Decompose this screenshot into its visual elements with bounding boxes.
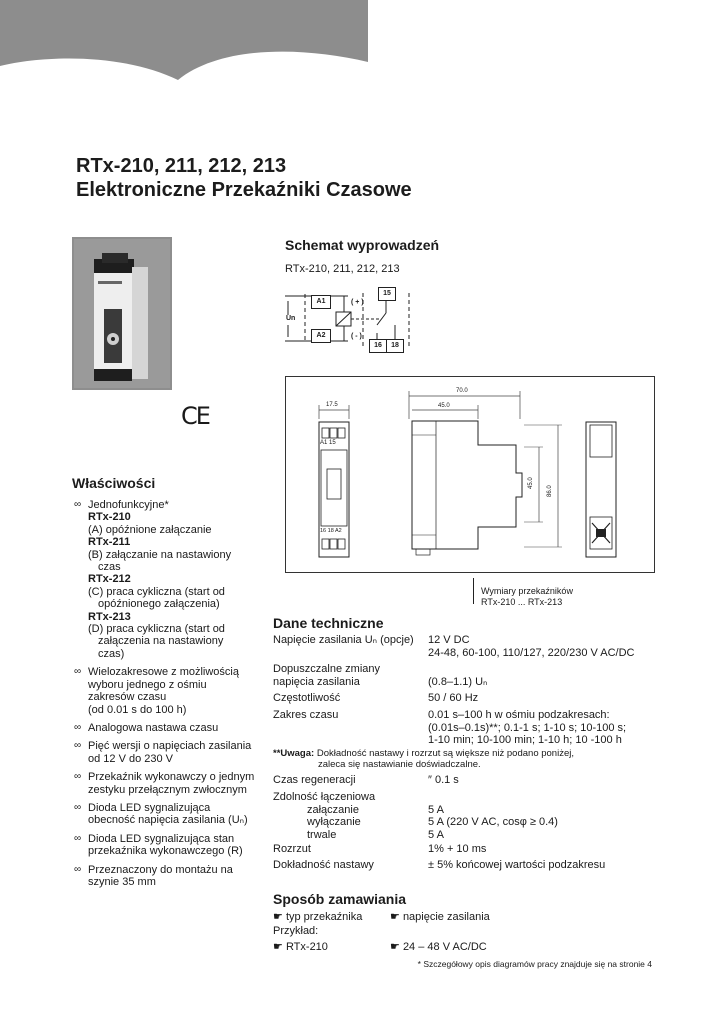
spec-label-line: napięcia zasilania xyxy=(273,675,360,688)
spec-value-line xyxy=(428,791,688,804)
spec-label xyxy=(273,634,423,647)
order-voltage-label: napięcie zasilania xyxy=(402,911,490,923)
label-plus: ( + ) xyxy=(351,299,364,306)
variant-description: załączenia na nastawiony xyxy=(98,635,224,648)
variant-description: (B) załączanie na nastawiony xyxy=(88,548,232,561)
variant-code: RTx-213 xyxy=(88,610,131,623)
spec-value-line xyxy=(428,663,688,676)
property-item xyxy=(74,833,274,858)
caption-line-2: RTx-210 ... RTx-213 xyxy=(481,597,563,607)
variant-description: opóźnionego załączenia) xyxy=(98,598,220,611)
dimensions-drawing xyxy=(285,376,655,573)
property-text: od 12 V do 230 V xyxy=(88,752,174,765)
spec-value-line: 50 / 60 Hz xyxy=(428,692,479,704)
bullet-icon: ∞ xyxy=(74,740,82,752)
spec-value-line: 1-10 min; 10-100 min; 1-10 h; 10 -100 h xyxy=(428,734,622,746)
spec-label-line: Rozrzut xyxy=(273,843,311,855)
tech-note xyxy=(273,748,673,770)
spec-label-line: Zakres czasu xyxy=(273,709,339,721)
note-label: **Uwaga: xyxy=(273,748,315,759)
variant-description: (A) opóźnione załączanie xyxy=(88,523,212,536)
page-subtitle: Elektroniczne Przekaźniki Czasowe xyxy=(76,179,412,201)
spec-label xyxy=(273,859,423,872)
spec-label xyxy=(273,774,423,787)
bullet-icon: ∞ xyxy=(74,801,82,813)
dim-17-5: 17.5 xyxy=(326,402,338,408)
hand-icon: ☛ xyxy=(273,941,283,953)
spec-value-line: 12 V DC xyxy=(428,634,470,646)
spec-label-line: załączanie xyxy=(307,803,359,816)
wiring-diagram xyxy=(285,283,415,355)
property-text: Dioda LED sygnalizująca stan xyxy=(88,832,235,845)
dimensions-caption xyxy=(481,586,573,608)
order-example-voltage xyxy=(390,940,487,953)
property-text: Jednofunkcyjne* xyxy=(88,499,169,511)
spec-value xyxy=(428,843,688,856)
spec-value xyxy=(428,709,688,747)
spec-value-line: 1% + 10 ms xyxy=(428,843,487,855)
property-item xyxy=(74,771,274,796)
variant-code: RTx-211 xyxy=(88,536,131,549)
spec-label xyxy=(273,843,423,856)
note-line-2: zaleca się nastawianie doświadczalne. xyxy=(318,759,481,770)
property-text: Pięć wersji o napięciach zasilania xyxy=(88,740,252,753)
hand-icon: ☛ xyxy=(273,911,283,923)
bullet-icon: ∞ xyxy=(74,721,82,733)
property-text: przekaźnika wykonawczego (R) xyxy=(88,845,243,858)
variant-description: czas) xyxy=(98,647,125,660)
terminal-16: 16 xyxy=(369,339,387,353)
property-text: wyboru jednego z ośmiu xyxy=(88,678,207,691)
spec-value-line: 24-48, 60-100, 110/127, 220/230 V AC/DC xyxy=(428,646,635,659)
label-minus: ( - ) xyxy=(351,333,362,340)
spec-value xyxy=(428,859,688,872)
variant-code: RTx-212 xyxy=(88,573,131,586)
variant-description: (C) praca cykliczna (start od xyxy=(88,585,225,598)
bullet-icon: ∞ xyxy=(74,666,82,678)
property-item xyxy=(74,740,274,765)
property-item xyxy=(74,666,274,716)
product-photo xyxy=(72,237,172,390)
property-text: zestyku przełącznym zwłocznym xyxy=(88,783,247,796)
dim-45: 45.0 xyxy=(438,403,450,409)
bullet-icon: ∞ xyxy=(74,863,82,875)
note-line-1: Dokładność nastawy i rozrzut są większe niż podano poniżej, xyxy=(316,748,574,759)
order-heading: Sposób zamawiania xyxy=(273,891,407,907)
order-voltage-line xyxy=(390,910,490,923)
example-type-value: RTx-210 xyxy=(285,941,328,953)
terminal-a1: A1 xyxy=(311,295,331,309)
dim-45-vertical: 45.0 xyxy=(528,477,534,489)
bullet-icon: ∞ xyxy=(74,832,82,844)
properties-list xyxy=(74,499,274,894)
spec-value xyxy=(428,774,688,787)
spec-label xyxy=(273,663,423,688)
variant-description: (D) praca cykliczna (start od xyxy=(88,623,225,636)
spec-value-line: (0.8–1.1) Uₙ xyxy=(428,675,488,688)
spec-label xyxy=(273,692,423,705)
spec-value xyxy=(428,791,688,841)
front-bottom-terminals: 16 18 A2 xyxy=(320,528,342,534)
header-decoration xyxy=(0,0,724,100)
spec-label-line: Dopuszczalne zmiany xyxy=(273,663,380,675)
property-text: (od 0.01 s do 100 h) xyxy=(88,703,187,716)
spec-value-line: ″ 0.1 s xyxy=(428,774,459,786)
terminal-18: 18 xyxy=(386,339,404,353)
spec-label-line: Napięcie zasilania Uₙ (opcje) xyxy=(273,634,414,646)
caption-line-1: Wymiary przekaźników xyxy=(481,586,573,596)
property-item xyxy=(74,802,274,827)
property-text: obecność napięcia zasilania (Uₙ) xyxy=(88,814,248,827)
property-item xyxy=(74,864,274,889)
property-item xyxy=(74,499,274,660)
ce-mark: CE xyxy=(181,402,209,430)
spec-value-line: 5 A (220 V AC, cosφ ≥ 0.4) xyxy=(428,816,558,828)
page-title: RTx-210, 211, 212, 213 xyxy=(76,155,287,177)
property-text: Przekaźnik wykonawczy o jednym xyxy=(88,771,255,784)
schemat-subtitle: RTx-210, 211, 212, 213 xyxy=(285,263,400,275)
spec-label-line: Czas regeneracji xyxy=(273,774,356,786)
label-un: Un xyxy=(286,315,296,322)
tech-heading: Dane techniczne xyxy=(273,615,384,631)
order-type-label: typ przekaźnika xyxy=(285,911,363,923)
spec-label-line: Dokładność nastawy xyxy=(273,859,374,871)
spec-label-line: Częstotliwość xyxy=(273,692,341,704)
spec-value-line: 5 A xyxy=(428,803,444,816)
property-text: Przeznaczony do montażu na xyxy=(88,863,233,876)
bullet-icon: ∞ xyxy=(74,771,82,783)
spec-value xyxy=(428,692,688,705)
spec-value-line: ± 5% końcowej wartości podzakresu xyxy=(428,859,606,871)
terminal-15: 15 xyxy=(378,287,396,301)
hand-icon: ☛ xyxy=(390,941,400,953)
dim-70: 70.0 xyxy=(456,388,468,394)
order-example-type xyxy=(273,940,328,953)
variant-description: czas xyxy=(98,561,121,574)
hand-icon: ☛ xyxy=(390,911,400,923)
property-text: Wielozakresowe z możliwością xyxy=(88,666,239,679)
property-text: Dioda LED sygnalizująca xyxy=(88,801,211,814)
spec-label xyxy=(273,709,423,722)
spec-label-line: Zdolność łączeniowa xyxy=(273,791,376,803)
property-item xyxy=(74,722,274,734)
footnote: * Szczegółowy opis diagramów pracy znajduje się na stronie 4 xyxy=(417,959,652,969)
bullet-icon: ∞ xyxy=(74,499,82,510)
schemat-heading: Schemat wyprowadzeń xyxy=(285,237,440,253)
spec-value xyxy=(428,634,688,659)
spec-value-line: 5 A xyxy=(428,828,444,841)
spec-label-line: trwale xyxy=(307,828,337,841)
properties-heading: Właściwości xyxy=(72,475,156,491)
spec-label-line: wyłączanie xyxy=(307,816,361,828)
property-text: szynie 35 mm xyxy=(88,875,156,888)
dim-86: 86.0 xyxy=(547,485,553,497)
variant-code: RTx-210 xyxy=(88,511,131,524)
property-text: Analogowa nastawa czasu xyxy=(88,721,219,734)
spec-value-line: 0.01 s–100 h w ośmiu podzakresach: xyxy=(428,709,610,721)
spec-value-line: (0.01s–0.1s)**; 0.1-1 s; 1-10 s; 10-100 s; xyxy=(428,721,627,734)
spec-value xyxy=(428,663,688,688)
caption-rule xyxy=(473,578,474,604)
property-text: zakresów czasu xyxy=(88,691,167,704)
order-type-line xyxy=(273,910,362,923)
spec-label xyxy=(273,791,423,841)
order-example-label: Przykład: xyxy=(273,925,319,937)
front-top-terminals: A1 15 xyxy=(320,440,336,446)
terminal-a2: A2 xyxy=(311,329,331,343)
example-voltage-value: 24 – 48 V AC/DC xyxy=(402,941,487,953)
